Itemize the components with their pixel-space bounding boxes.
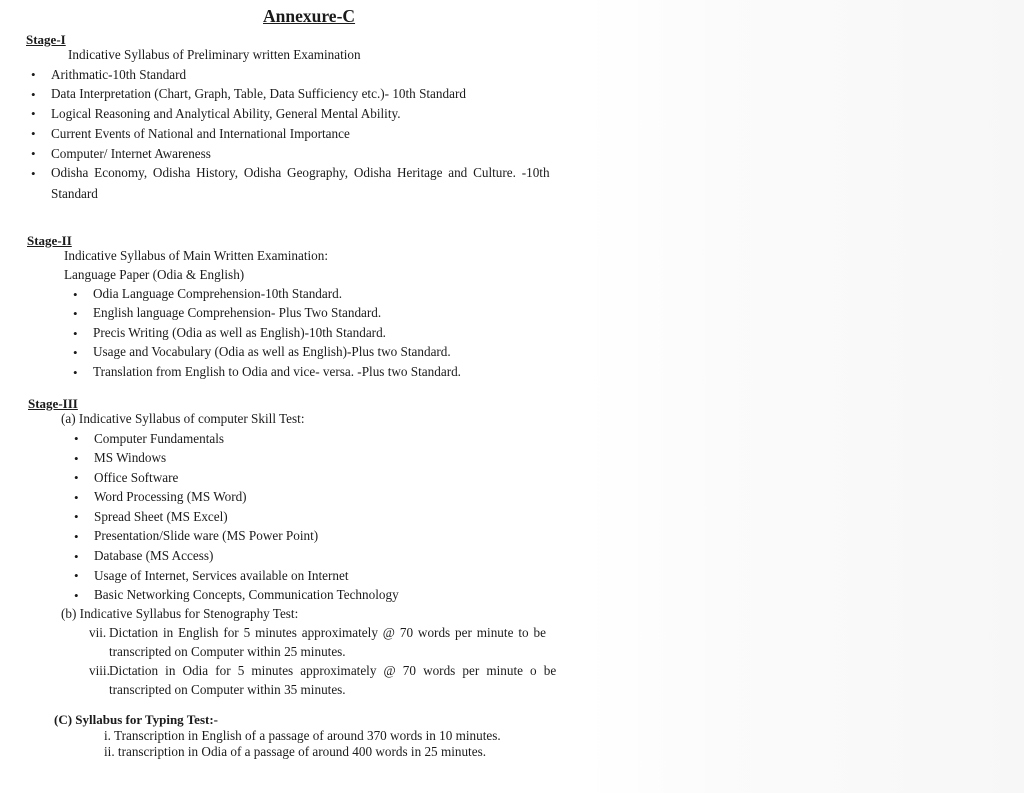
stage1-intro: Indicative Syllabus of Preliminary written Examination <box>68 47 361 62</box>
bullet-icon: • <box>31 67 36 82</box>
stage2-intro: Indicative Syllabus of Main Written Examination: <box>64 248 329 263</box>
steno-item-line: transcripted on Computer within 25 minutes. <box>109 644 346 659</box>
stage2-heading: Stage-II <box>27 233 72 248</box>
scan-background <box>585 0 1024 793</box>
stage1-item: Data Interpretation (Chart, Graph, Table, Data Sufficiency etc.)- 10th Standard <box>51 86 466 101</box>
stage1-item: Current Events of National and International Importance <box>51 126 350 141</box>
stage2-item: Odia Language Comprehension-10th Standard. <box>93 286 343 301</box>
bullet-icon: • <box>74 490 79 505</box>
stage3-a-item: Database (MS Access) <box>94 548 214 563</box>
bullet-icon: • <box>74 568 79 583</box>
stage2-item: Translation from English to Odia and vice- versa. -Plus two Standard. <box>93 364 461 379</box>
stage1-item: Arithmatic-10th Standard <box>51 67 187 82</box>
steno-item-number: vii. <box>89 625 107 640</box>
stage3-a-item: Spread Sheet (MS Excel) <box>94 509 228 524</box>
stage3-c-heading: (C) Syllabus for Typing Test:- <box>54 712 218 727</box>
stage2-item: Usage and Vocabulary (Odia as well as English)-Plus two Standard. <box>93 344 451 359</box>
bullet-icon: • <box>74 470 79 485</box>
stage3-a-item: Office Software <box>94 470 179 485</box>
bullet-icon: • <box>74 549 79 564</box>
bullet-icon: • <box>73 326 78 341</box>
typing-item: i. Transcription in English of a passage of around 370 words in 10 minutes. <box>104 728 501 743</box>
typing-item: ii. transcription in Odia of a passage of around 400 words in 25 minutes. <box>104 744 486 759</box>
steno-item-line: transcripted on Computer within 35 minutes. <box>109 682 346 697</box>
bullet-icon: • <box>31 166 36 181</box>
stage1-item: Computer/ Internet Awareness <box>51 146 211 161</box>
steno-item-line: Dictation in English for 5 minutes approximately @ 70 words per minute to be <box>109 625 546 640</box>
bullet-icon: • <box>73 365 78 380</box>
stage1-item-continued: Standard <box>51 186 98 201</box>
stage2-item: English language Comprehension- Plus Two Standard. <box>93 305 382 320</box>
stage3-a-item: Computer Fundamentals <box>94 431 225 446</box>
bullet-icon: • <box>73 345 78 360</box>
bullet-icon: • <box>74 588 79 603</box>
stage1-item: Odisha Economy, Odisha History, Odisha Geography, Odisha Heritage and Culture. -10th <box>51 165 550 180</box>
bullet-icon: • <box>73 287 78 302</box>
bullet-icon: • <box>31 146 36 161</box>
steno-item-line: Dictation in Odia for 5 minutes approximately @ 70 words per minute o be <box>109 663 557 678</box>
stage3-a-heading: (a) Indicative Syllabus of computer Skill Test: <box>61 411 305 426</box>
stage2-item: Precis Writing (Odia as well as English)-10th Standard. <box>93 325 386 340</box>
bullet-icon: • <box>31 87 36 102</box>
stage3-heading: Stage-III <box>28 396 78 411</box>
bullet-icon: • <box>73 306 78 321</box>
stage3-a-item: Word Processing (MS Word) <box>94 489 247 504</box>
bullet-icon: • <box>31 126 36 141</box>
bullet-icon: • <box>74 431 79 446</box>
stage3-a-item: Usage of Internet, Services available on Internet <box>94 568 349 583</box>
page-title: Annexure-C <box>263 6 356 26</box>
steno-item-number: viii. <box>89 663 110 678</box>
stage3-a-item: MS Windows <box>94 450 167 465</box>
bullet-icon: • <box>74 451 79 466</box>
stage3-a-item: Basic Networking Concepts, Communication Technology <box>94 587 399 602</box>
bullet-icon: • <box>74 529 79 544</box>
bullet-icon: • <box>74 509 79 524</box>
stage1-item: Logical Reasoning and Analytical Ability, General Mental Ability. <box>51 106 401 121</box>
stage3-a-item: Presentation/Slide ware (MS Power Point) <box>94 528 319 543</box>
stage3-b-heading: (b) Indicative Syllabus for Stenography Test: <box>61 606 299 621</box>
bullet-icon: • <box>31 106 36 121</box>
stage1-heading: Stage-I <box>26 32 66 47</box>
stage2-paper: Language Paper (Odia & English) <box>64 267 245 282</box>
